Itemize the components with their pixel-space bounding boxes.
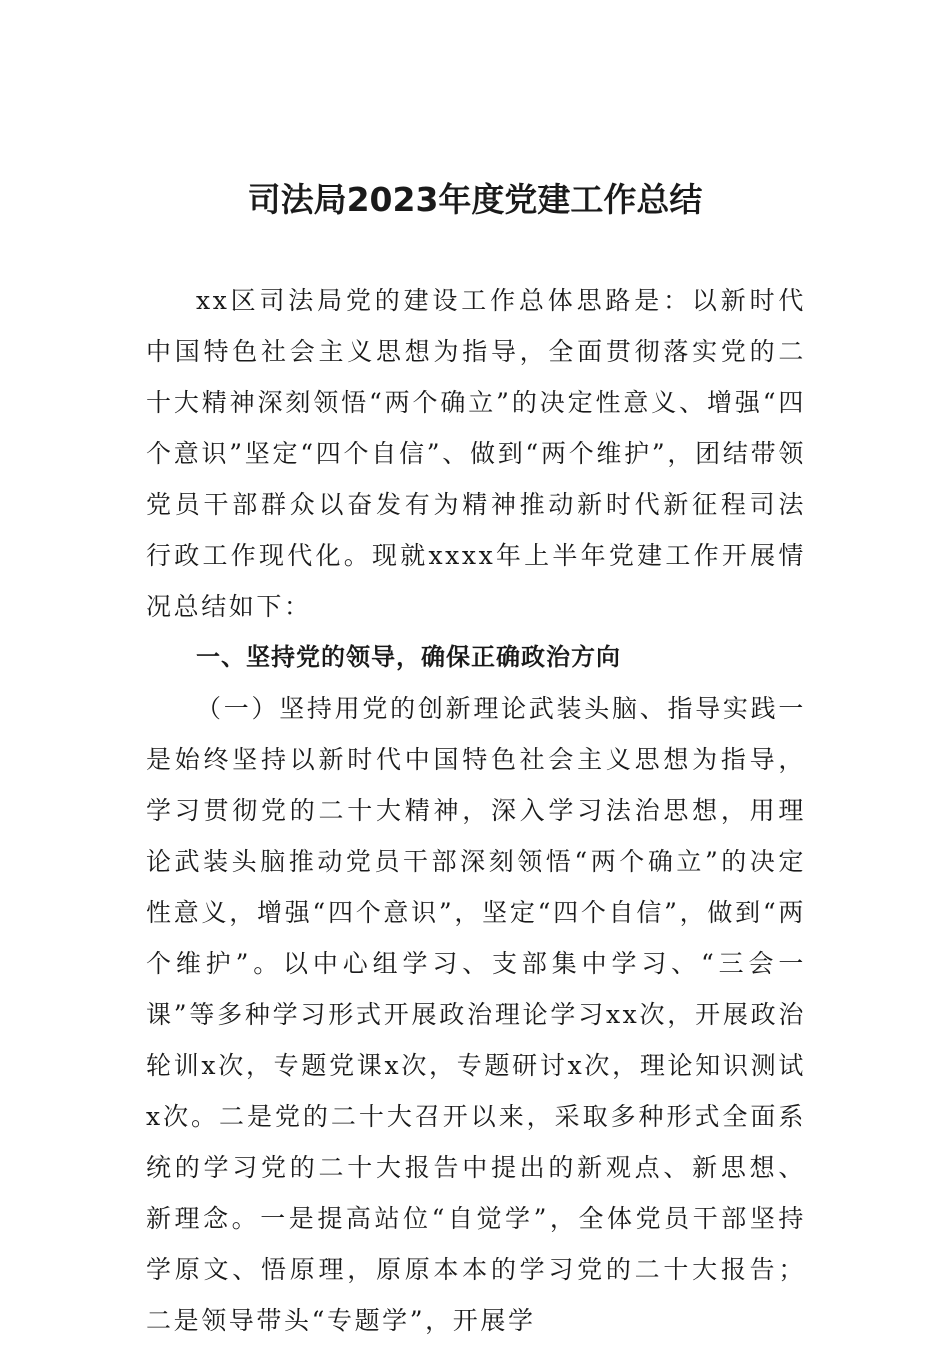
intro-paragraph: xx区司法局党的建设工作总体思路是：以新时代中国特色社会主义思想为指导，全面贯彻落实党的二十大精神深刻领悟“两个确立”的决定性意义、增强“四个意识”坚定“四个自信”、做到“两个维护”，团结带领党员干部群众以奋发有为精神推动新时代新征程司法行政工作现代化。现就xxxx年上半年党建工作开展情况总结如下： [146, 286, 806, 621]
section-paragraph: （一）坚持用党的创新理论武装头脑、指导实践一是始终坚持以新时代中国特色社会主义思想为指导，学习贯彻党的二十大精神，深入学习法治思想，用理论武装头脑推动党员干部深刻领悟“两个确立”的决定性意义，增强“四个意识”，坚定“四个自信”，做到“两个维护”。以中心组学习、支部集中学习、“三会一课”等多种学习形式开展政治理论学习xx次，开展政治轮训x次，专题党课x次，专题研讨x次，理论知识测试x次。二是党的二十大召开以来，采取多种形式全面系统的学习党的二十大报告中提出的新观点、新思想、新理念。一是提高站位“自觉学”，全体党员干部坚持学原文、悟原理，原原本本的学习党的二十大报告；二是领导带头“专题学”，开展学 [146, 694, 806, 1335]
section-heading: 一、坚持党的领导，确保正确政治方向 [196, 643, 621, 671]
document-title: 司法局2023年度党建工作总结 [247, 180, 703, 219]
document-body [146, 275, 806, 1346]
